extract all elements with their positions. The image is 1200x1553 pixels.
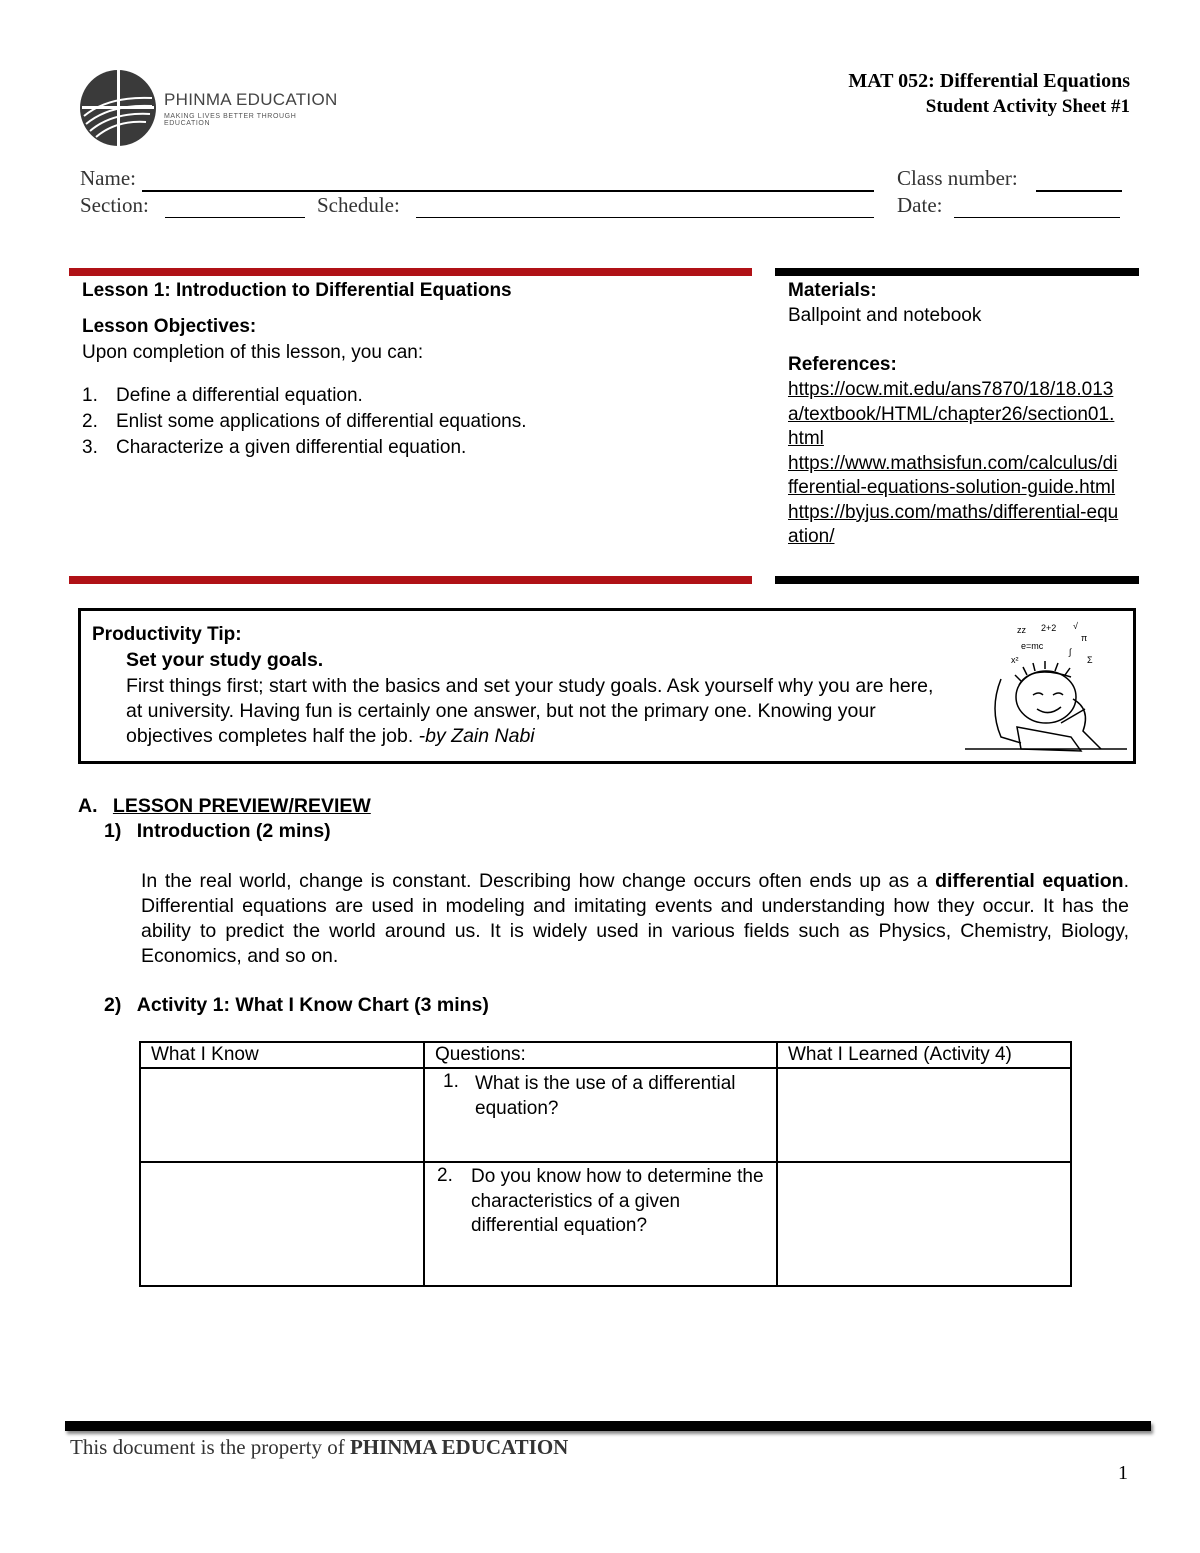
header-questions: Questions: xyxy=(424,1042,777,1068)
table-row xyxy=(140,1162,1071,1286)
svg-text:zz: zz xyxy=(1017,625,1026,635)
phinma-emblem-icon xyxy=(78,68,158,148)
materials-bottom-bar xyxy=(775,576,1139,584)
schedule-field[interactable] xyxy=(416,199,874,218)
date-field[interactable] xyxy=(954,199,1120,218)
svg-text:2+2: 2+2 xyxy=(1041,623,1057,633)
svg-text:√: √ xyxy=(1073,621,1078,631)
name-field[interactable] xyxy=(142,172,874,192)
class-number-field[interactable] xyxy=(1036,172,1122,192)
chart-header-row xyxy=(140,1042,1071,1068)
reference-link-byjus[interactable]: https://byjus.com/maths/differential-equation/ xyxy=(788,501,1119,547)
what-i-know-chart xyxy=(139,1041,1072,1287)
question-cell: 1. What is the use of a differential equation? xyxy=(424,1068,777,1162)
header-what-i-know: What I Know xyxy=(140,1042,424,1068)
reference-link-mathsisfun[interactable]: https://www.mathsisfun.com/calculus/differential-equations-solution-guide.html xyxy=(788,452,1118,498)
section-a-letter: A. xyxy=(78,795,98,817)
svg-text:π: π xyxy=(1081,633,1088,643)
svg-text:e=mc: e=mc xyxy=(1021,641,1044,651)
reference-link-mit[interactable]: https://ocw.mit.edu/ans7870/18/18.013a/textbook/HTML/chapter26/section01.html xyxy=(788,379,1115,449)
lesson-bottom-bar xyxy=(69,576,752,584)
introduction-heading: 1) Introduction (2 mins) xyxy=(104,820,331,842)
sheet-title: Student Activity Sheet #1 xyxy=(925,96,1130,117)
tip-heading: Productivity Tip: xyxy=(92,624,242,645)
question-cell: 2. Do you know how to determine the characteristics of a given differential equation? xyxy=(424,1162,777,1286)
what-i-know-cell[interactable] xyxy=(140,1162,424,1286)
tip-body: First things first; start with the basics and set your study goals. Ask yourself why you are here, at university. Having fun is certainly one answer, but not the primary one. Knowing your objectives completes half the job. -by Zain Nabi xyxy=(126,675,934,747)
logo-brand: PHINMA EDUCATION xyxy=(164,90,338,109)
section-a-heading xyxy=(78,795,371,818)
objectives-list xyxy=(82,385,742,463)
references-heading: References: xyxy=(788,354,897,375)
tip-author: -by Zain Nabi xyxy=(418,725,535,747)
class-number-label: Class number: xyxy=(897,166,1018,190)
svg-text:∫: ∫ xyxy=(1069,647,1072,657)
svg-text:Σ: Σ xyxy=(1087,655,1093,665)
materials-text: Ballpoint and notebook xyxy=(788,305,982,326)
productivity-tip-box xyxy=(78,608,1136,764)
footer-bar xyxy=(65,1421,1151,1431)
references-list xyxy=(788,378,1122,550)
what-i-learned-cell[interactable] xyxy=(777,1162,1071,1286)
course-title: MAT 052: Differential Equations xyxy=(848,70,1130,92)
tip-subheading: Set your study goals. xyxy=(126,649,324,671)
svg-text:x²: x² xyxy=(1011,655,1019,665)
materials-top-bar xyxy=(775,268,1139,276)
studying-student-icon xyxy=(961,619,1131,759)
logo-tagline: MAKING LIVES BETTER THROUGH EDUCATION xyxy=(164,113,297,127)
objective-item: 1. Define a differential equation. xyxy=(82,385,363,406)
objectives-intro: Upon completion of this lesson, you can: xyxy=(82,342,424,363)
footer-text: This document is the property of PHINMA EDUCATION xyxy=(70,1435,569,1459)
activity-1-heading: 2) Activity 1: What I Know Chart (3 mins) xyxy=(104,994,489,1016)
section-label: Section: xyxy=(80,193,149,217)
section-field[interactable] xyxy=(165,199,305,218)
lesson-top-bar xyxy=(69,268,752,276)
materials-heading: Materials: xyxy=(788,280,877,301)
objectives-heading: Lesson Objectives: xyxy=(82,316,257,337)
what-i-know-cell[interactable] xyxy=(140,1068,424,1162)
introduction-paragraph: In the real world, change is constant. Describing how change occurs often ends up as a differential equation. Differential equations are used in modeling and imitating events and understanding how they occur. It has the ability to predict the world around us. It is widely used in various fields such as Physics, Chemistry, Biology, Economics, and so on. xyxy=(141,870,1129,967)
schedule-label: Schedule: xyxy=(317,193,400,217)
page-number: 1 xyxy=(1118,1462,1128,1484)
objective-item: 3. Characterize a given differential equation. xyxy=(82,437,467,458)
name-label: Name: xyxy=(80,166,136,190)
objective-item: 2. Enlist some applications of differential equations. xyxy=(82,411,527,432)
date-label: Date: xyxy=(897,193,943,217)
header-what-i-learned: What I Learned (Activity 4) xyxy=(777,1042,1071,1068)
section-a-title: LESSON PREVIEW/REVIEW xyxy=(112,795,371,817)
lesson-title: Lesson 1: Introduction to Differential Equations xyxy=(82,280,512,301)
table-row xyxy=(140,1068,1071,1162)
phinma-logo xyxy=(78,68,338,148)
what-i-learned-cell[interactable] xyxy=(777,1068,1071,1162)
